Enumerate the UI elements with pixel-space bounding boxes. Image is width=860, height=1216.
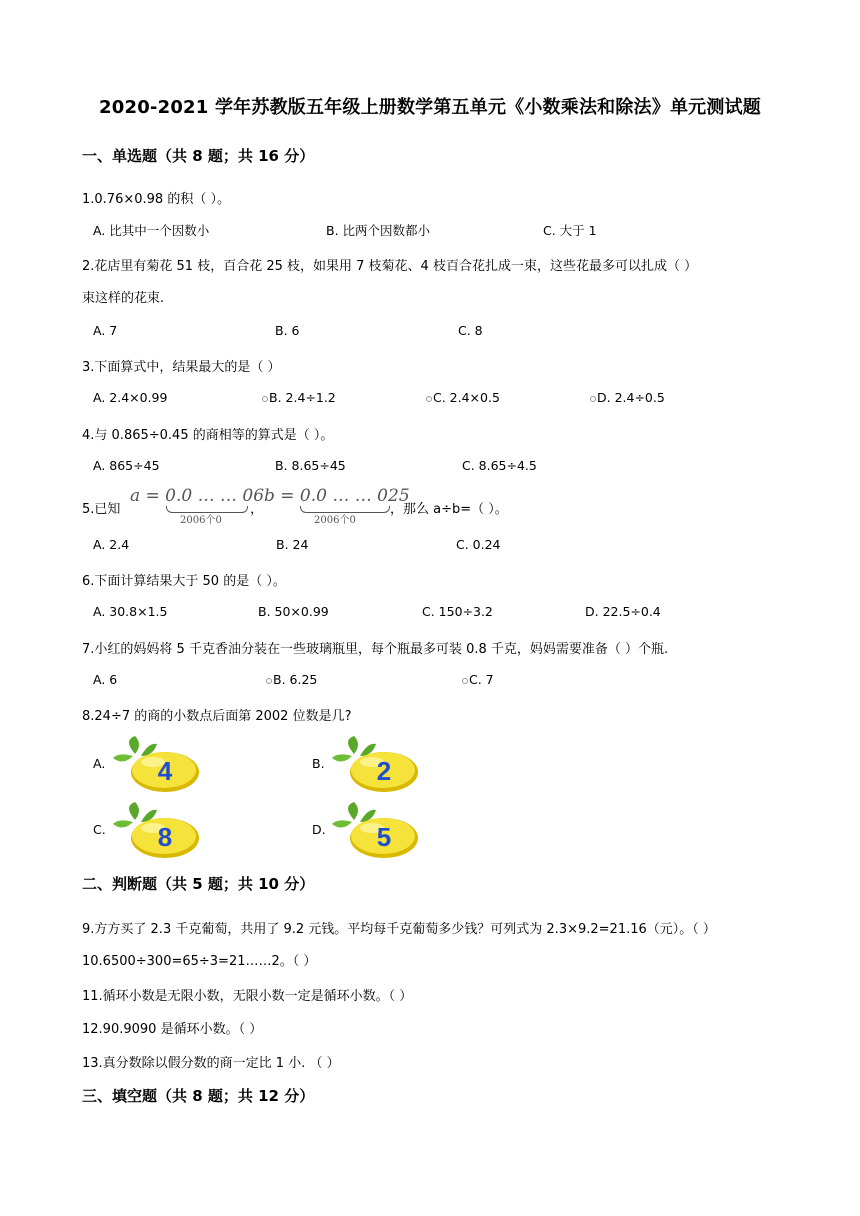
question-2-line-2: 束这样的花束. (82, 291, 165, 306)
q8-option-d (312, 800, 512, 866)
radio-dot-icon (262, 396, 268, 402)
q5-formula-a (130, 486, 265, 526)
lemon-digit-d: 5 (376, 822, 392, 852)
q8-option-b-label: B. (312, 756, 325, 771)
q8-option-a-label: A. (93, 756, 106, 771)
lemon-digit-b: 2 (376, 756, 392, 786)
question-12: 12.90.9090 是循环小数。（ ） (82, 1022, 263, 1037)
q5-option-a: A. 2.4 (93, 537, 130, 552)
q5-comma: ， (250, 502, 264, 517)
question-13: 13.真分数除以假分数的商一定比 1 小. （ ） (82, 1056, 340, 1071)
q5-formula-b-expr: b = 0.0 … … 025 (264, 486, 410, 506)
radio-dot-icon (462, 678, 468, 684)
q5-formula-b-sub: 2006个0 (314, 515, 356, 526)
q8-option-c (93, 800, 293, 866)
q8-option-c-label: C. (93, 822, 106, 837)
q3-option-d (590, 390, 665, 405)
section-heading-fill-blank: 三、填空题（共 8 题；共 12 分） (82, 1087, 315, 1105)
section-heading-single-choice: 一、单选题（共 8 题；共 16 分） (82, 147, 315, 165)
q5-formula-a-sub: 2006个0 (180, 515, 222, 526)
question-11: 11.循环小数是无限小数，无限小数一定是循环小数。（ ） (82, 989, 413, 1004)
q2-option-a: A. 7 (93, 323, 118, 338)
lemon-digit-c: 8 (157, 822, 173, 852)
q8-option-d-label: D. (312, 822, 326, 837)
q7-option-b-label: B. 6.25 (273, 672, 318, 687)
q4-option-a: A. 865÷45 (93, 458, 160, 473)
page-title: 2020-2021 学年苏教版五年级上册数学第五单元《小数乘法和除法》单元测试题 (99, 97, 761, 118)
q7-option-b (266, 672, 317, 687)
q4-option-b: B. 8.65÷45 (275, 458, 346, 473)
question-1: 1.0.76×0.98 的积（ ）。 (82, 192, 230, 207)
q3-option-c-label: C. 2.4×0.5 (433, 390, 500, 405)
question-10: 10.6500÷300=65÷3=21……2。（ ） (82, 954, 317, 969)
q6-option-c: C. 150÷3.2 (422, 604, 493, 619)
question-7: 7.小红的妈妈将 5 千克香油分装在一些玻璃瓶里，每个瓶最多可装 0.8 千克，妈妈需要准备（ ）个瓶. (82, 642, 669, 657)
q5-prefix: 5.已知 (82, 502, 121, 517)
q3-option-b (262, 390, 336, 405)
q8-option-b (312, 734, 512, 800)
q6-option-b: B. 50×0.99 (258, 604, 329, 619)
q3-option-d-label: D. 2.4÷0.5 (597, 390, 665, 405)
question-8: 8.24÷7 的商的小数点后面第 2002 位数是几? (82, 709, 352, 724)
q6-option-d: D. 22.5÷0.4 (585, 604, 661, 619)
lemon-icon (332, 800, 442, 864)
q5-formula-a-expr: a = 0.0 … … 06 (130, 486, 265, 506)
section-heading-true-false: 二、判断题（共 5 题；共 10 分） (82, 875, 315, 893)
radio-dot-icon (590, 396, 596, 402)
question-3: 3.下面算式中，结果最大的是（ ） (82, 360, 281, 375)
q1-option-c: C. 大于 1 (543, 223, 597, 238)
question-4: 4.与 0.865÷0.45 的商相等的算式是（ ）。 (82, 428, 334, 443)
radio-dot-icon (266, 678, 272, 684)
q7-option-c-label: C. 7 (469, 672, 494, 687)
q8-option-a (93, 734, 293, 800)
q5-option-b: B. 24 (276, 537, 309, 552)
q5-formula-b (264, 486, 410, 526)
q1-option-b: B. 比两个因数都小 (326, 223, 431, 238)
q2-option-c: C. 8 (458, 323, 483, 338)
lemon-icon (332, 734, 442, 798)
q2-option-b: B. 6 (275, 323, 300, 338)
lemon-digit-a: 4 (157, 756, 173, 786)
q7-option-a: A. 6 (93, 672, 118, 687)
lemon-icon (113, 734, 223, 798)
radio-dot-icon (426, 396, 432, 402)
q5-option-c: C. 0.24 (456, 537, 501, 552)
question-5 (82, 486, 782, 526)
lemon-icon (113, 800, 223, 864)
q1-option-a: A. 比其中一个因数小 (93, 223, 210, 238)
q4-option-c: C. 8.65÷4.5 (462, 458, 537, 473)
question-2-line-1: 2.花店里有菊花 51 枝，百合花 25 枝，如果用 7 枝菊花、4 枝百合花扎成一束，这些花最多可以扎成（ ） (82, 259, 698, 274)
question-6: 6.下面计算结果大于 50 的是（ ）。 (82, 574, 286, 589)
q6-option-a: A. 30.8×1.5 (93, 604, 168, 619)
q3-option-a: A. 2.4×0.99 (93, 390, 168, 405)
q3-option-b-label: B. 2.4÷1.2 (269, 390, 336, 405)
question-9: 9.方方买了 2.3 千克葡萄，共用了 9.2 元钱。平均每千克葡萄多少钱？可列式为 2.3×9.2=21.16（元）。（ ） (82, 922, 716, 937)
q5-suffix: ，那么 a÷b=（ ）。 (390, 502, 508, 517)
q7-option-c (462, 672, 494, 687)
q3-option-c (426, 390, 500, 405)
